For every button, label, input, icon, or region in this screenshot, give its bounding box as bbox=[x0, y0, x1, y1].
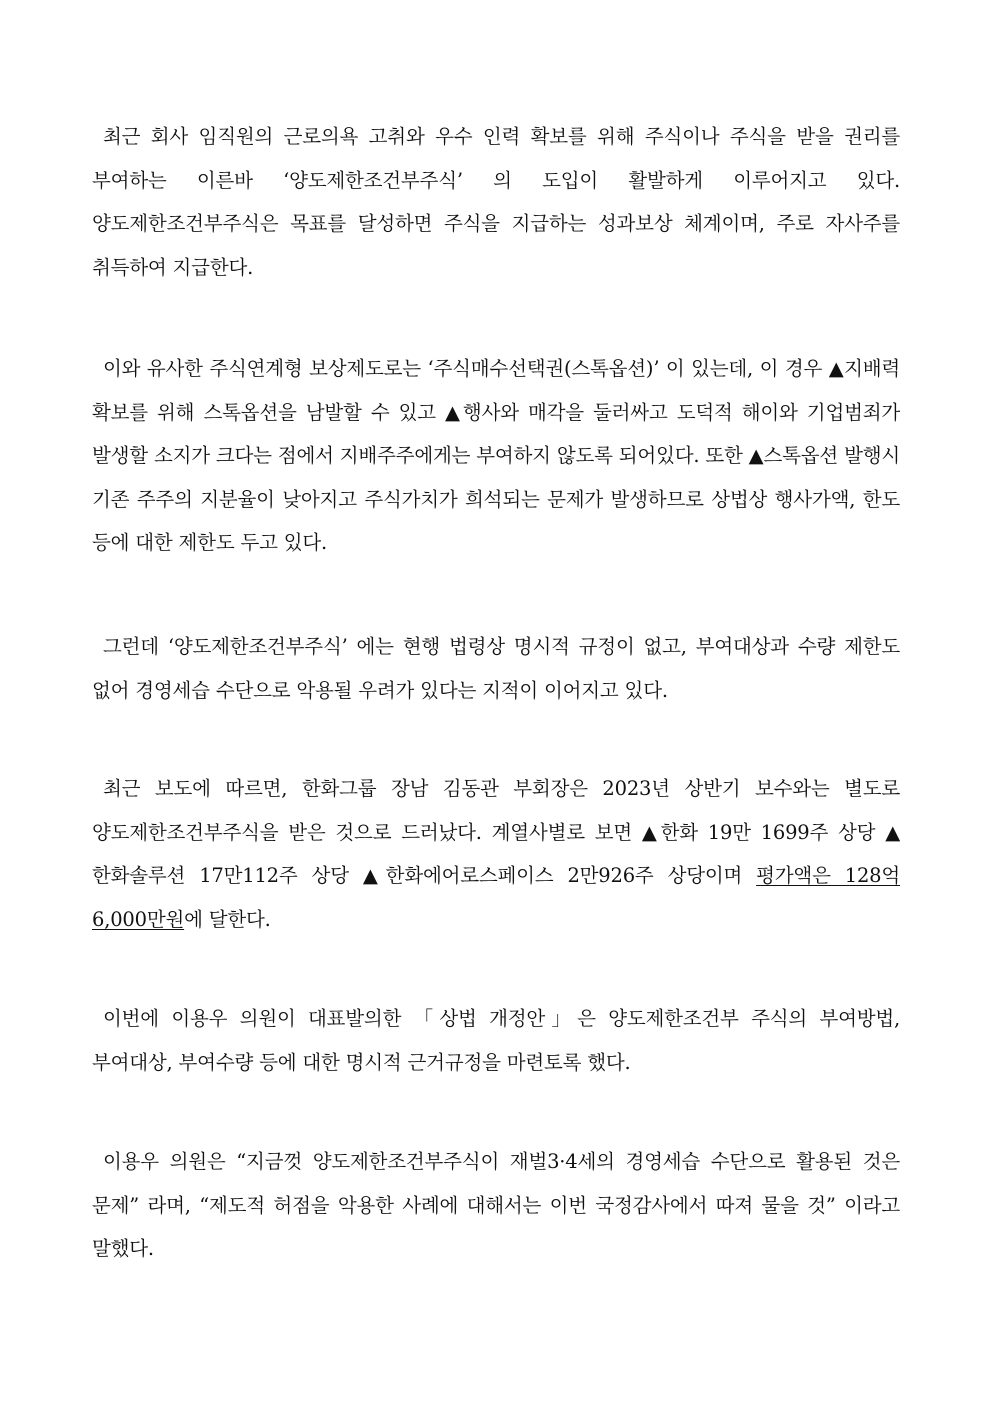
paragraph-4-text-after: 에 달한다. bbox=[184, 907, 271, 931]
paragraph-6: 이용우 의원은 “지금껏 양도제한조건부주식이 재벌3·4세의 경영세습 수단으로 활용된 것은 문제” 라며, “제도적 허점을 악용한 사례에 대해서는 이번 국정감사에서 따져 물을 것” 이라고 말했다. bbox=[92, 1150, 900, 1260]
paragraph-4 bbox=[92, 767, 900, 941]
paragraph-2: 이와 유사한 주식연계형 보상제도로는 ‘주식매수선택권(스톡옵션)’ 이 있는데, 이 경우 ▲지배력 확보를 위해 스톡옵션을 남발할 수 있고 ▲행사와 매각을 둘러싸고 도덕적 해이와 기업범죄가 발생할 소지가 크다는 점에서 지배주주에게는 부여하지 않도록 되어있다. 또한 ▲스톡옵션 발행시 기존 주주의 지분율이 낮아지고 주식가치가 희석되는 문제가 발생하므로 상법상 행사가액, 한도 등에 대한 제한도 두고 있다. bbox=[92, 357, 900, 554]
paragraph-3: 그런데 ‘양도제한조건부주식’ 에는 현행 법령상 명시적 규정이 없고, 부여대상과 수량 제한도 없어 경영세습 수단으로 악용될 우려가 있다는 지적이 이어지고 있다. bbox=[92, 635, 900, 702]
underlined-valuation-amount: 평가액은 128억 6,000만원 bbox=[92, 864, 900, 931]
paragraph-5: 이번에 이용우 의원이 대표발의한 「상법 개정안」은 양도제한조건부 주식의 부여방법, 부여대상, 부여수량 등에 대한 명시적 근거규정을 마련토록 했다. bbox=[92, 1007, 900, 1074]
paragraph-4-text-before: 최근 보도에 따르면, 한화그룹 장남 김동관 부회장은 2023년 상반기 보수와는 별도로 양도제한조건부주식을 받은 것으로 드러났다. 계열사별로 보면 ▲한화 19만 1699주 상당 ▲한화솔루션 17만112주 상당 ▲한화에어로스페이스 2만926주 상당이며 bbox=[92, 777, 900, 887]
paragraph-1: 최근 회사 임직원의 근로의욕 고취와 우수 인력 확보를 위해 주식이나 주식을 받을 권리를 부여하는 이른바 ‘양도제한조건부주식’ 의 도입이 활발하게 이루어지고 있다. 양도제한조건부주식은 목표를 달성하면 주식을 지급하는 성과보상 체계이며, 주로 자사주를 취득하여 지급한다. bbox=[92, 125, 900, 279]
